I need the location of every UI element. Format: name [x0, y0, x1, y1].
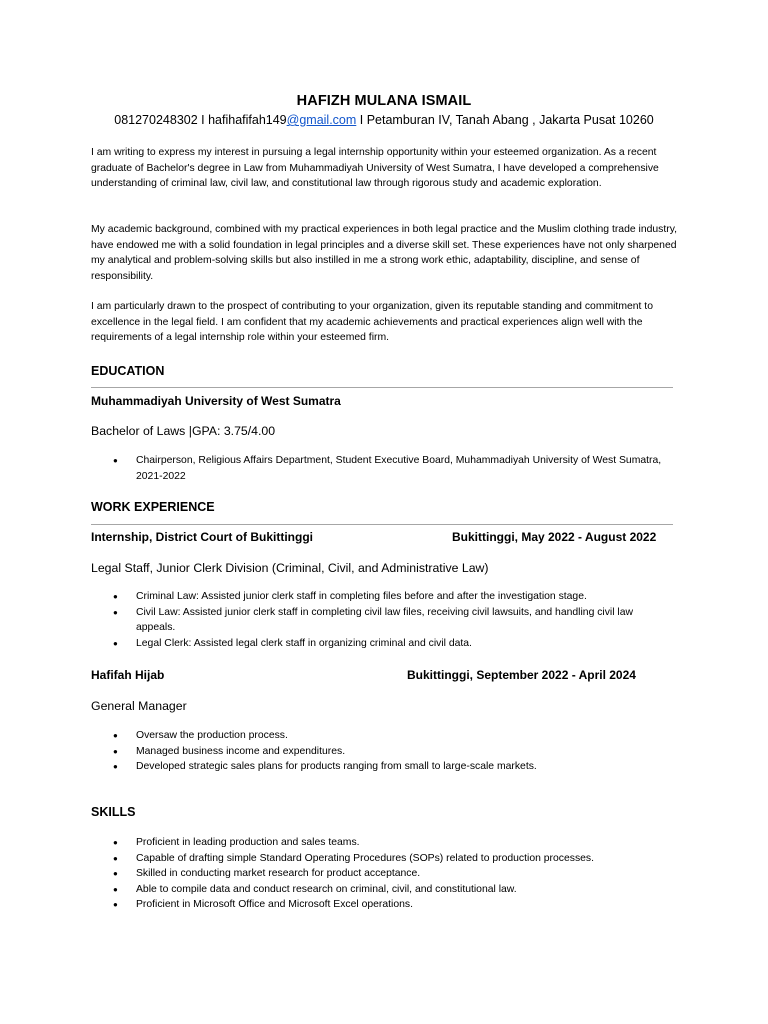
contact-line [0, 113, 768, 127]
contact-address: I Petamburan IV, Tanah Abang , Jakarta Pusat 10260 [356, 113, 654, 127]
list-item: ● Chairperson, Religious Affairs Department, Student Executive Board, Muhammadiyah University of West Sumatra, 2021-2022 [113, 453, 673, 484]
education-bullets [113, 453, 673, 484]
skills-heading: SKILLS [91, 805, 136, 819]
list-item: ● Skilled in conducting market research for product acceptance. [113, 866, 673, 882]
email-link[interactable]: @gmail.com [286, 113, 357, 127]
skills-bullets [113, 835, 673, 913]
list-item: ● Civil Law: Assisted junior clerk staff in completing civil law files, receiving civil lawsuits, and handling civil law appeals. [113, 605, 673, 636]
education-divider [91, 387, 673, 388]
letter-paragraph-1: I am writing to express my interest in pursuing a legal internship opportunity within your esteemed organization. As a recent graduate of Bachelor's degree in Law from Muhammadiyah University of West Sumatra, I have developed a comprehensive understanding of criminal law, civil law, and constitutional law through rigorous study and academic exploration. [91, 147, 659, 189]
education-institution: Muhammadiyah University of West Sumatra [91, 394, 341, 408]
list-item: ● Capable of drafting simple Standard Operating Procedures (SOPs) related to production processes. [113, 851, 673, 867]
work-divider [91, 524, 673, 525]
letter-paragraph-2: My academic background, combined with my practical experiences in both legal practice and the Muslim clothing trade industry, have endowed me with a solid foundation in legal principles and a diverse skill set. These experiences have not only sharpened my analytical and problem-solving skills but also instilled in me a strong work ethic, adaptability, discipline, and sense of responsibility. [91, 224, 678, 282]
list-item: ● Managed business income and expenditures. [113, 744, 673, 760]
job-1-bullets [113, 589, 673, 651]
job-2-title: Hafifah Hijab [91, 668, 165, 682]
job-1-location-dates: Bukittinggi, May 2022 - August 2022 [452, 530, 657, 544]
list-item: ● Criminal Law: Assisted junior clerk staff in completing files before and after the investigation stage. [113, 589, 673, 605]
letter-paragraph-3: I am particularly drawn to the prospect of contributing to your organization, given its reputable standing and commitment to excellence in the legal field. I am confident that my academic achievements and practical experiences align well with the requirements of a legal internship role within your esteemed firm. [91, 301, 653, 343]
list-item: ● Proficient in Microsoft Office and Microsoft Excel operations. [113, 897, 673, 913]
job-2-bullets [113, 728, 673, 775]
list-item: ● Proficient in leading production and sales teams. [113, 835, 673, 851]
applicant-name: HAFIZH MULANA ISMAIL [296, 93, 472, 109]
list-item: ● Able to compile data and conduct research on criminal, civil, and constitutional law. [113, 882, 673, 898]
contact-phone-email: 081270248302 I hafihafifah149 [114, 113, 287, 127]
job-2-location-dates: Bukittinggi, September 2022 - April 2024 [407, 668, 636, 682]
job-1-role: Legal Staff, Junior Clerk Division (Criminal, Civil, and Administrative Law) [91, 561, 489, 575]
work-heading: WORK EXPERIENCE [91, 500, 215, 514]
education-heading: EDUCATION [91, 364, 165, 378]
job-2-role: General Manager [91, 699, 187, 713]
education-degree: Bachelor of Laws |GPA: 3.75/4.00 [91, 424, 276, 438]
list-item: ● Developed strategic sales plans for products ranging from small to large-scale markets. [113, 759, 673, 775]
list-item: ● Oversaw the production process. [113, 728, 673, 744]
job-1-title: Internship, District Court of Bukittinggi [91, 530, 313, 544]
list-item: ● Legal Clerk: Assisted legal clerk staff in organizing criminal and civil data. [113, 636, 673, 652]
